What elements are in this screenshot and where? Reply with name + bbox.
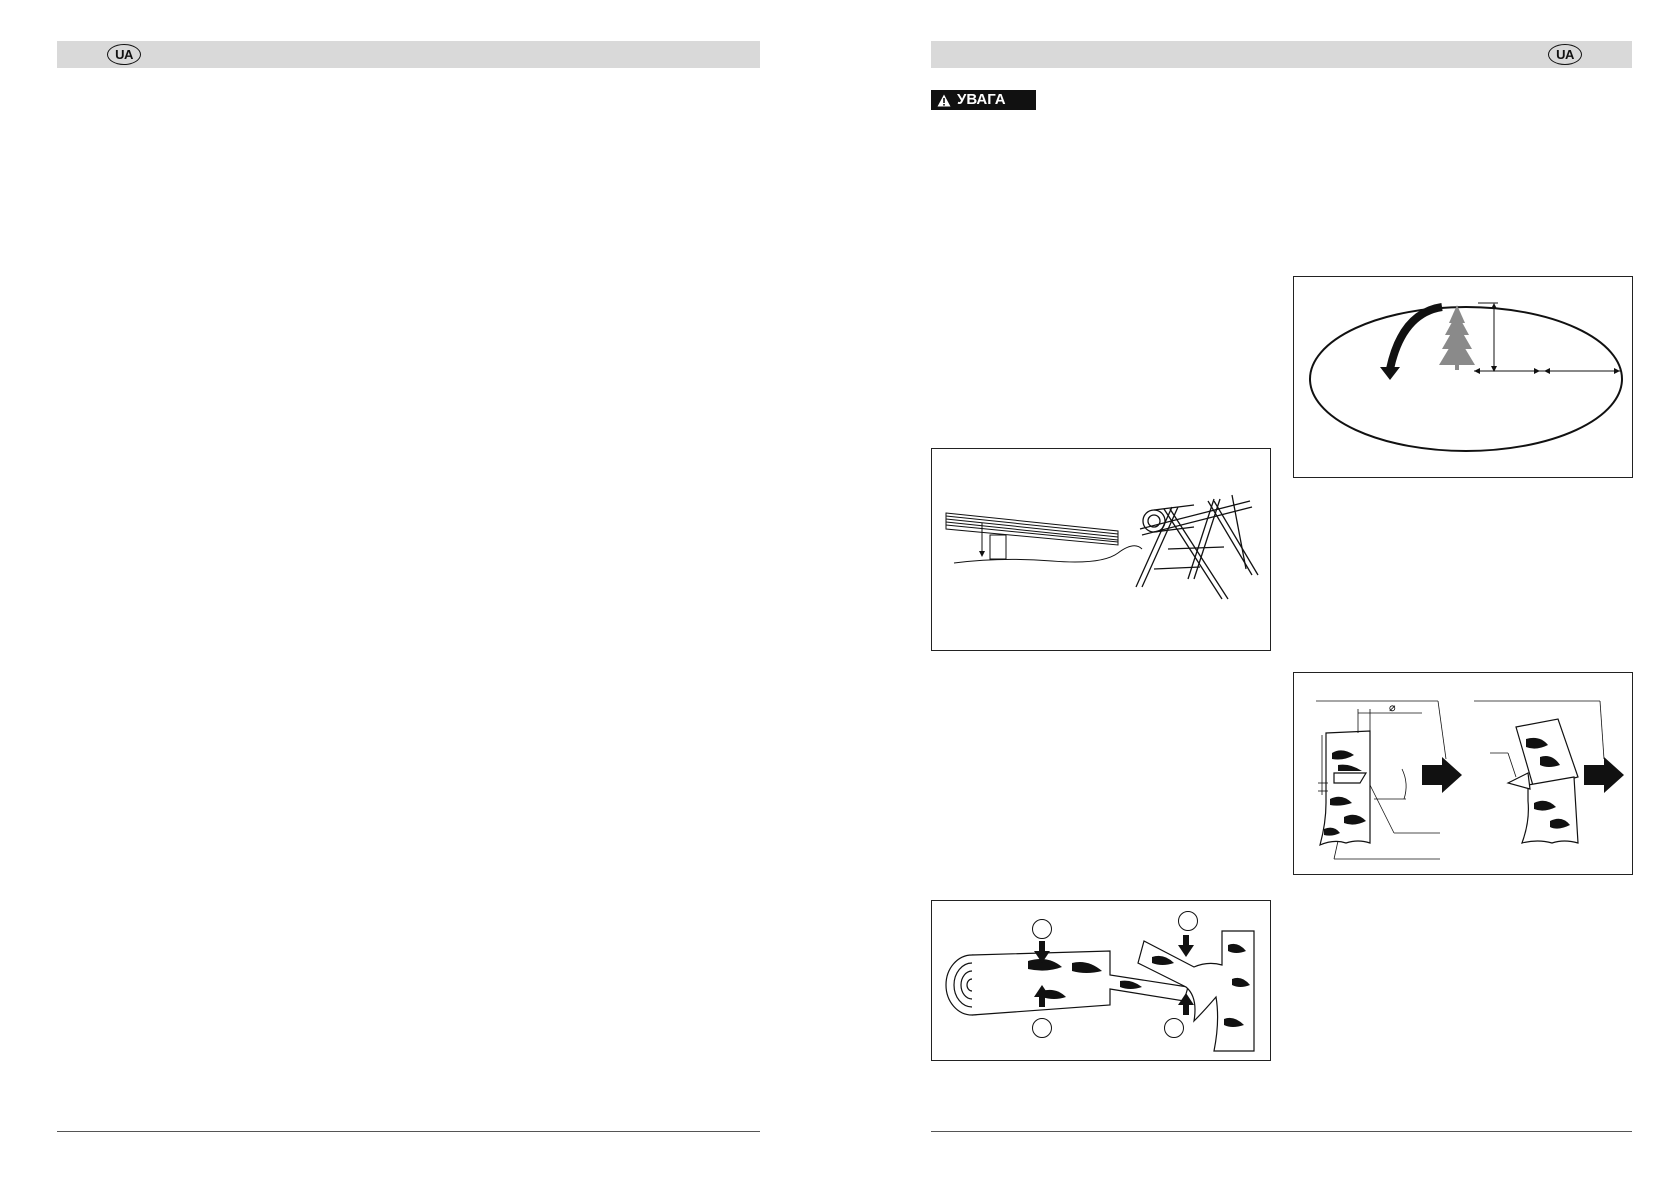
warning-label-text: УВАГА	[957, 91, 1006, 108]
tree-felling-zone-icon	[1294, 277, 1634, 479]
left-page	[0, 0, 800, 1191]
diameter-symbol: ⌀	[1389, 701, 1396, 714]
figure-log-support	[931, 448, 1271, 651]
notch-and-back-cut-icon	[1294, 673, 1634, 876]
figure-limbing	[931, 900, 1271, 1061]
figure-felling-zone	[1293, 276, 1633, 478]
figure-felling-cut	[1293, 672, 1633, 875]
footer-rule	[931, 1131, 1632, 1132]
footer-rule	[57, 1131, 760, 1132]
language-badge: UA	[1548, 44, 1582, 65]
right-page	[900, 0, 1678, 1191]
warning-triangle-icon	[937, 94, 951, 107]
page-header-bar	[931, 41, 1632, 68]
language-badge: UA	[107, 44, 141, 65]
warning-label	[931, 90, 1036, 110]
callout-circle	[1164, 1018, 1184, 1038]
callout-circle	[1032, 919, 1052, 939]
page-header-bar	[57, 41, 760, 68]
callout-circle	[1032, 1018, 1052, 1038]
callout-circle	[1178, 911, 1198, 931]
log-on-sawhorse-icon	[932, 449, 1272, 652]
log-cutting-under-tension-icon	[932, 901, 1272, 1062]
